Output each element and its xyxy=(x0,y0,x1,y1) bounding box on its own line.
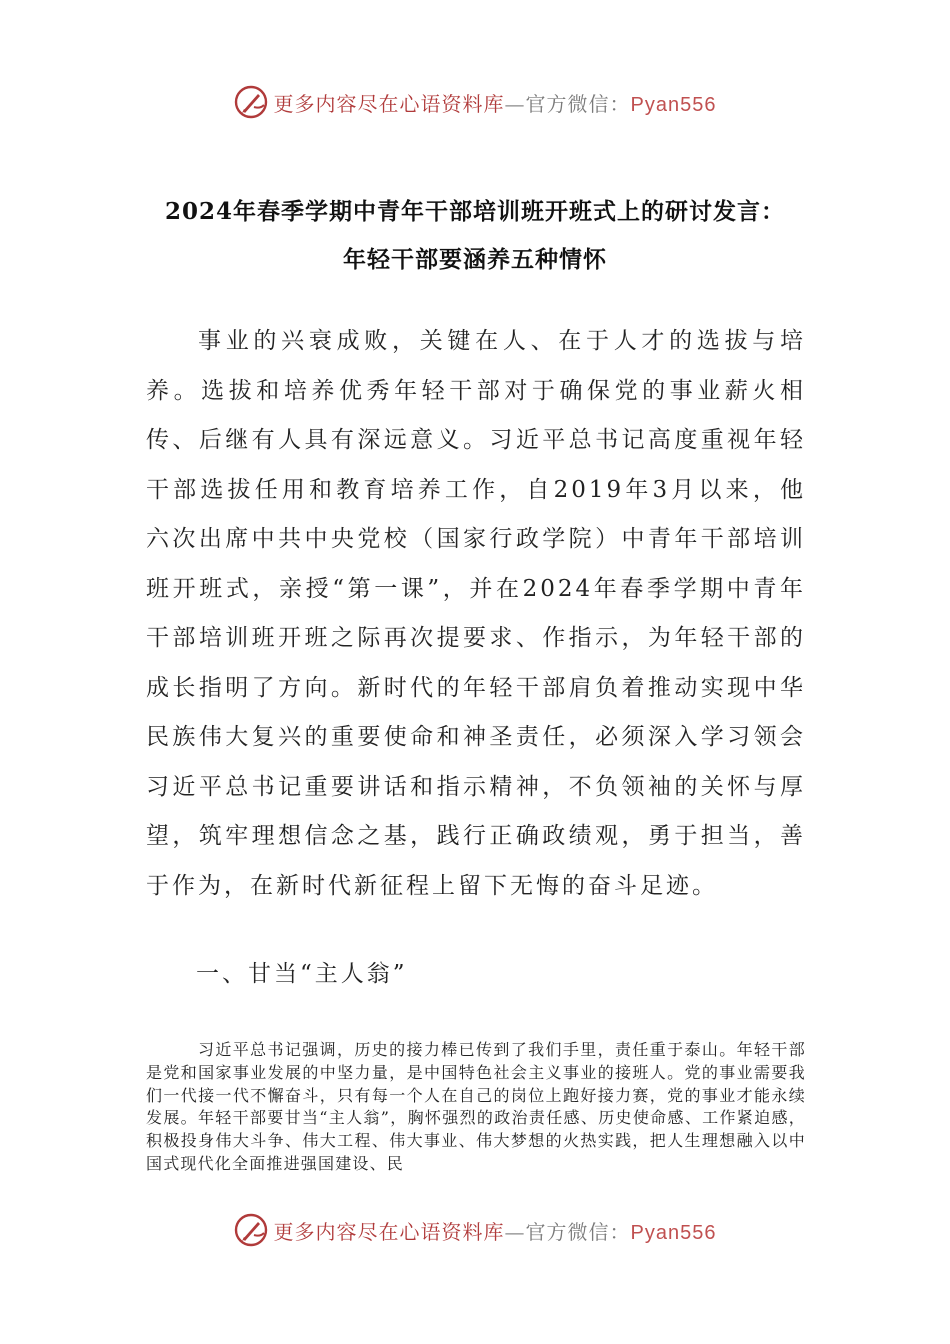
section-heading-1: 一、甘当“主人翁” xyxy=(196,961,408,987)
watermark-wechat-id: Pyan556 xyxy=(630,93,717,116)
body-paragraph-section1: 习近平总书记强调，历史的接力棒已传到了我们手里，责任重于泰山。年轻干部是党和国家事业发展的中坚力量，是中国特色社会主义事业的接班人。党的事业需要我们一代接一代不懈奋斗，只有每一个人在自己的岗位上跑好接力赛，党的事业才能永续发展。年轻干部要甘当“主人翁”，胸怀强烈的政治责任感、历史使命感、工作紧迫感，积极投身伟大斗争、伟大工程、伟大事业、伟大梦想的火热实践，把人生理想融入以中国式现代化全面推进强国建设、民 xyxy=(146,1040,806,1173)
watermark-separator: — xyxy=(504,1219,526,1244)
body-paragraph-intro: 事业的兴衰成败，关键在人、在于人才的选拔与培养。选拔和培养优秀年轻干部对于确保党的事业薪火相传、后继有人具有深远意义。习近平总书记高度重视年轻干部选拔任用和教育培养工作，自2019年3月以来，他六次出席中共中央党校（国家行政学院）中青年干部培训班开班式，亲授“第一课”，并在2024年春季学期中青年干部培训班开班之际再次提要求、作指示，为年轻干部的成长指明了方向。新时代的年轻干部肩负着推动实现中华民族伟大复兴的重要使命和神圣责任，必须深入学习领会习近平总书记重要讲话和指示精神，不负领袖的关怀与厚望，筑牢理想信念之基，践行正确政绩观，勇于担当，善于作为，在新时代新征程上留下无悔的奋斗足迹。 xyxy=(146,328,806,899)
document-title-line2: 年轻干部要涵养五种情怀 xyxy=(343,246,607,273)
watermark-group xyxy=(234,1213,717,1247)
watermark-text xyxy=(274,1216,717,1245)
watermark-separator: — xyxy=(504,91,526,116)
header-watermark xyxy=(0,80,950,124)
watermark-wechat-label: 官方微信： xyxy=(525,91,631,116)
watermark-group xyxy=(234,85,717,119)
document-title-line1: 2024年春季学期中青年干部培训班开班式上的研讨发言： xyxy=(164,198,785,225)
quill-pen-logo-icon xyxy=(234,1213,268,1247)
footer-watermark xyxy=(0,1208,950,1252)
quill-pen-logo-icon xyxy=(234,85,268,119)
watermark-site: 更多内容尽在心语资料库 xyxy=(273,91,505,116)
watermark-text xyxy=(274,88,717,117)
watermark-wechat-id: Pyan556 xyxy=(630,1221,717,1244)
watermark-wechat-label: 官方微信： xyxy=(525,1219,631,1244)
watermark-site: 更多内容尽在心语资料库 xyxy=(273,1219,505,1244)
